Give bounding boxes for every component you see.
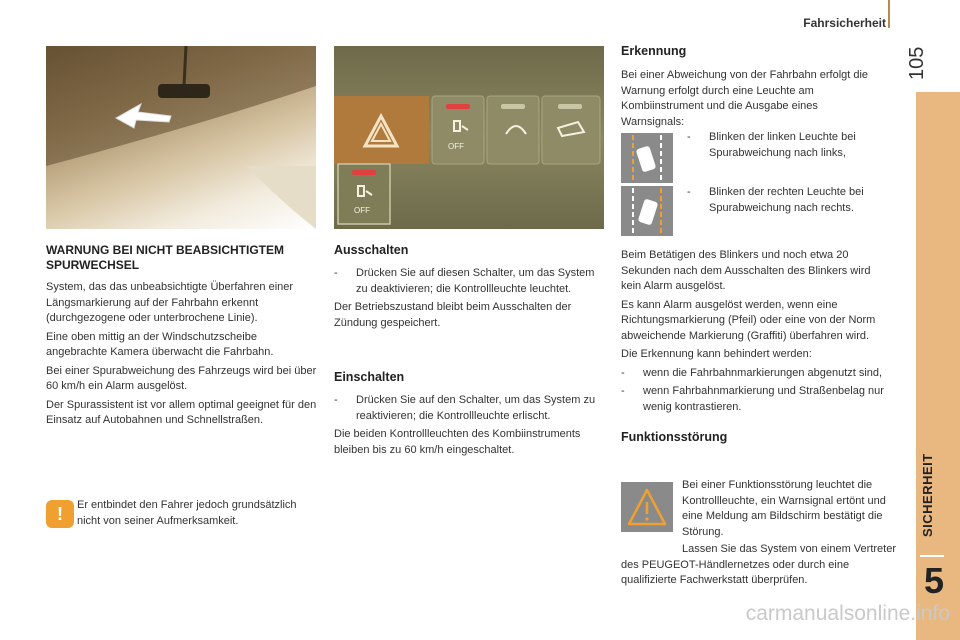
panel-off-label-small: OFF [354,206,370,215]
list-item: - Blinken der rechten Leuchte bei Spurabweichung nach rechts. [687,186,864,214]
chapter-number: 5 [923,560,945,601]
chapter-label: SICHERHEIT [920,453,935,537]
fault-warning-icon [621,482,673,532]
paragraph: Bei einer Funktionsstörung leuchtet die Kontrollleuchte, ein Warnsignal ertönt und eine Meldung am Bildschirm bestätigt die Störung. [682,479,886,538]
heading-ausschalten: Ausschalten [334,243,409,257]
windshield-illustration [46,46,316,229]
chapter-tab [916,92,960,640]
left-column [46,243,318,429]
heading-funktionsstoerung: Funktionsstörung [621,430,728,444]
paragraph: System, das das unbeabsichtigte Überfahren einer Längsmarkierung auf der Fahrbahn erkennt (durchgezogene oder unterbrochene Linie). [46,281,294,324]
paragraph: Beim Betätigen des Blinkers und noch etwa 20 Sekunden nach dem Ausschalten des Blinkers wird kein Alarm ausgelöst. [621,249,871,292]
heading-einschalten: Einschalten [334,370,405,384]
header-rule [888,0,890,28]
list-item: - Drücken Sie auf diesen Schalter, um das System zu deaktivieren; die Kontrollleuchte leuchtet. [334,267,595,295]
paragraph: Die Erkennung kann behindert werden: [621,348,812,360]
watermark: carmanualsonline.info [745,602,950,625]
right-column-body [621,248,893,444]
section-title: Fahrsicherheit [803,16,886,30]
page-number: 105 [906,46,928,80]
lane-right-icon [621,186,673,236]
switch-panel-photo [334,46,604,229]
panel-off-label: OFF [448,142,464,151]
heading-erkennung: Erkennung [621,44,687,58]
warning-text: Er entbindet den Fahrer jedoch grundsätzlich nicht von seiner Aufmerksamkeit. [77,499,297,527]
middle-column [334,243,606,458]
paragraph: Bei einer Abweichung von der Fahrbahn erfolgt die Warnung erfolgt durch eine Leuchte am Kombiinstrument und die Ausgabe eines Warnsignals: [621,69,869,128]
list-item: - wenn die Fahrbahnmarkierungen abgenutzt sind, [621,366,883,379]
paragraph: Lassen Sie das System von einem Vertreter des PEUGEOT-Händlernetzes oder durch eine qualifizierte Fachwerkstatt überprüfen. [621,543,896,586]
lane-left-icon [621,133,673,183]
switch-panel-illustration [334,46,604,229]
paragraph: Der Betriebszustand bleibt beim Ausschalten der Zündung gespeichert. [334,301,572,329]
paragraph: Es kann Alarm ausgelöst werden, wenn eine Richtungsmarkierung (Pfeil) oder eine von der Norm abweichende Markierung (Graffiti) überfahren wird. [621,298,876,342]
chapter-rule [920,555,944,557]
paragraph: Eine oben mittig an der Windschutzscheibe angebrachte Kamera überwacht die Fahrbahn. [46,330,274,358]
list-item: - Blinken der linken Leuchte bei Spurabweichung nach links, [687,131,856,159]
section-heading-lane-warning: WARNUNG BEI NICHT BEABSICHTIGTEM SPURWECHSEL [46,243,284,272]
list-item: - wenn Fahrbahnmarkierung und Straßenbelag nur wenig kontrastieren. [621,385,884,413]
right-column [621,44,893,130]
warning-icon: ! [46,500,74,528]
list-item: - Drücken Sie auf den Schalter, um das System zu reaktivieren; die Kontrollleuchte erlischt. [334,394,596,422]
paragraph: Die beiden Kontrollleuchten des Kombiinstruments bleiben bis zu 60 km/h eingeschaltet. [334,428,581,456]
windshield-camera-photo [46,46,316,229]
paragraph: Bei einer Spurabweichung des Fahrzeugs wird bei über 60 km/h ein Alarm ausgelöst. [46,364,317,392]
paragraph: Der Spurassistent ist vor allem optimal geeignet für den Einsatz auf Autobahnen und Schnellstraßen. [46,398,317,426]
